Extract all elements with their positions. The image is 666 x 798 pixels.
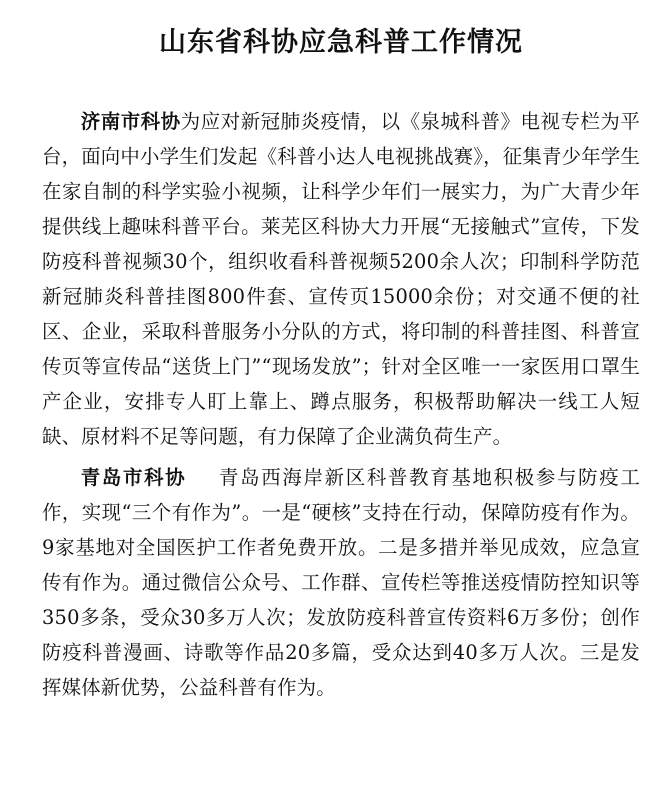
paragraph-qingdao — [42, 460, 640, 705]
document-title: 山东省科协应急科普工作情况 — [159, 27, 523, 58]
paragraph-jinan — [42, 104, 640, 454]
document-body — [42, 104, 640, 705]
paragraph-lead-qingdao: 青岛市科协 — [80, 466, 187, 489]
paragraph-text-jinan: 为应对新冠肺炎疫情，以《泉城科普》电视专栏为平台，面向中小学生们发起《科普小达人电视挑战赛》，征集青少年学生在家自制的科学实验小视频，让科学少年们一展实力，为广大青少年提供线上趣味科普平台。莱芜区科协大力开展“无接触式”宣传，下发防疫科普视频30个，组织收看科普视频5200余人次；印制科学防范新冠肺炎科普挂图800件套、宣传页15000余份；对交通不便的社区、企业，采取科普服务小分队的方式，将印制的科普挂图、科普宣传页等宣传品“送货上门”“现场发放”；针对全区唯一一家医用口罩生产企业，安排专人盯上靠上、蹲点服务，积极帮助解决一线工人短缺、原材料不足等问题，有力保障了企业满负荷生产。 — [42, 110, 641, 448]
paragraph-lead-jinan: 济南市科协 — [80, 110, 181, 133]
paragraph-text-qingdao: 青岛西海岸新区科普教育基地积极参与防疫工作，实现“三个有作为”。一是“硬核”支持在行动，保障防疫有作为。9家基地对全国医护工作者免费开放。二是多措并举见成效，应急宣传有作为。通过微信公众号、工作群、宣传栏等推送疫情防控知识等350多条，受众30多万人次；发放防疫科普宣传资料6万多份；创作防疫科普漫画、诗歌等作品20多篇，受众达到40多万人次。三是发挥媒体新优势，公益科普有作为。 — [42, 466, 641, 699]
